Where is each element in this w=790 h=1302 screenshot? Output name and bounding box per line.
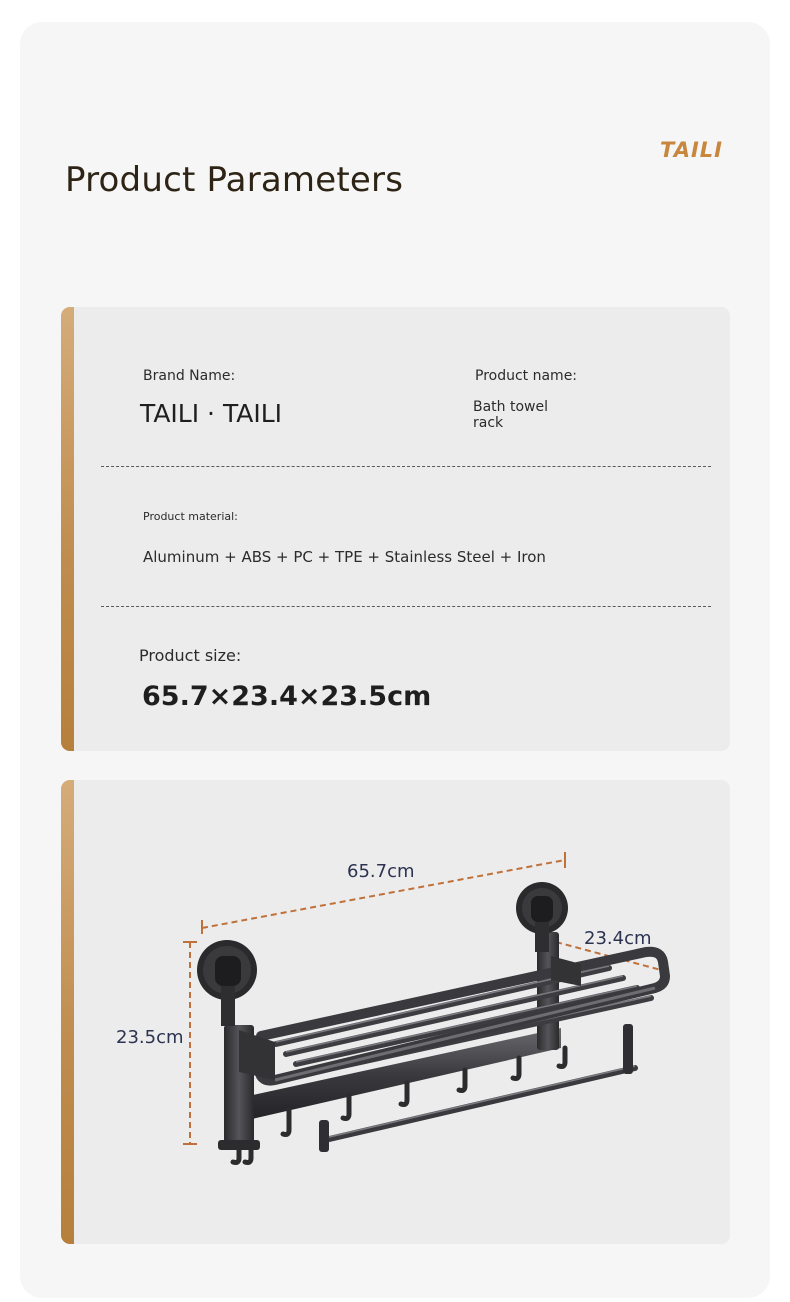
depth-dimension-label: 23.4cm <box>584 928 652 949</box>
brand-logo: TAILI <box>660 138 723 162</box>
brand-name-label: Brand Name: <box>143 368 236 384</box>
product-size-value: 65.7×23.4×23.5cm <box>142 681 432 712</box>
page-title: Product Parameters <box>65 160 404 200</box>
product-name-label: Product name: <box>475 368 578 384</box>
height-dimension-line <box>183 942 197 1144</box>
product-material-value: Aluminum + ABS + PC + TPE + Stainless Steel + Iron <box>143 548 546 566</box>
accent-bar <box>61 307 74 751</box>
rack-body <box>197 882 665 1163</box>
parameters-card <box>61 307 730 751</box>
width-dimension-label: 65.7cm <box>347 861 415 882</box>
dimension-diagram-card <box>61 780 730 1244</box>
height-dimension-label: 23.5cm <box>116 1027 184 1048</box>
product-name-line-2: rack <box>473 415 504 431</box>
product-name-line-1: Bath towel <box>473 399 549 415</box>
product-name-value <box>473 399 548 431</box>
divider-1 <box>101 466 711 467</box>
divider-2 <box>101 606 711 607</box>
product-material-label: Product material: <box>143 510 238 523</box>
towel-rack-illustration <box>61 780 730 1244</box>
product-size-label: Product size: <box>139 646 242 665</box>
brand-name-value: TAILI · TAILI <box>140 399 283 428</box>
